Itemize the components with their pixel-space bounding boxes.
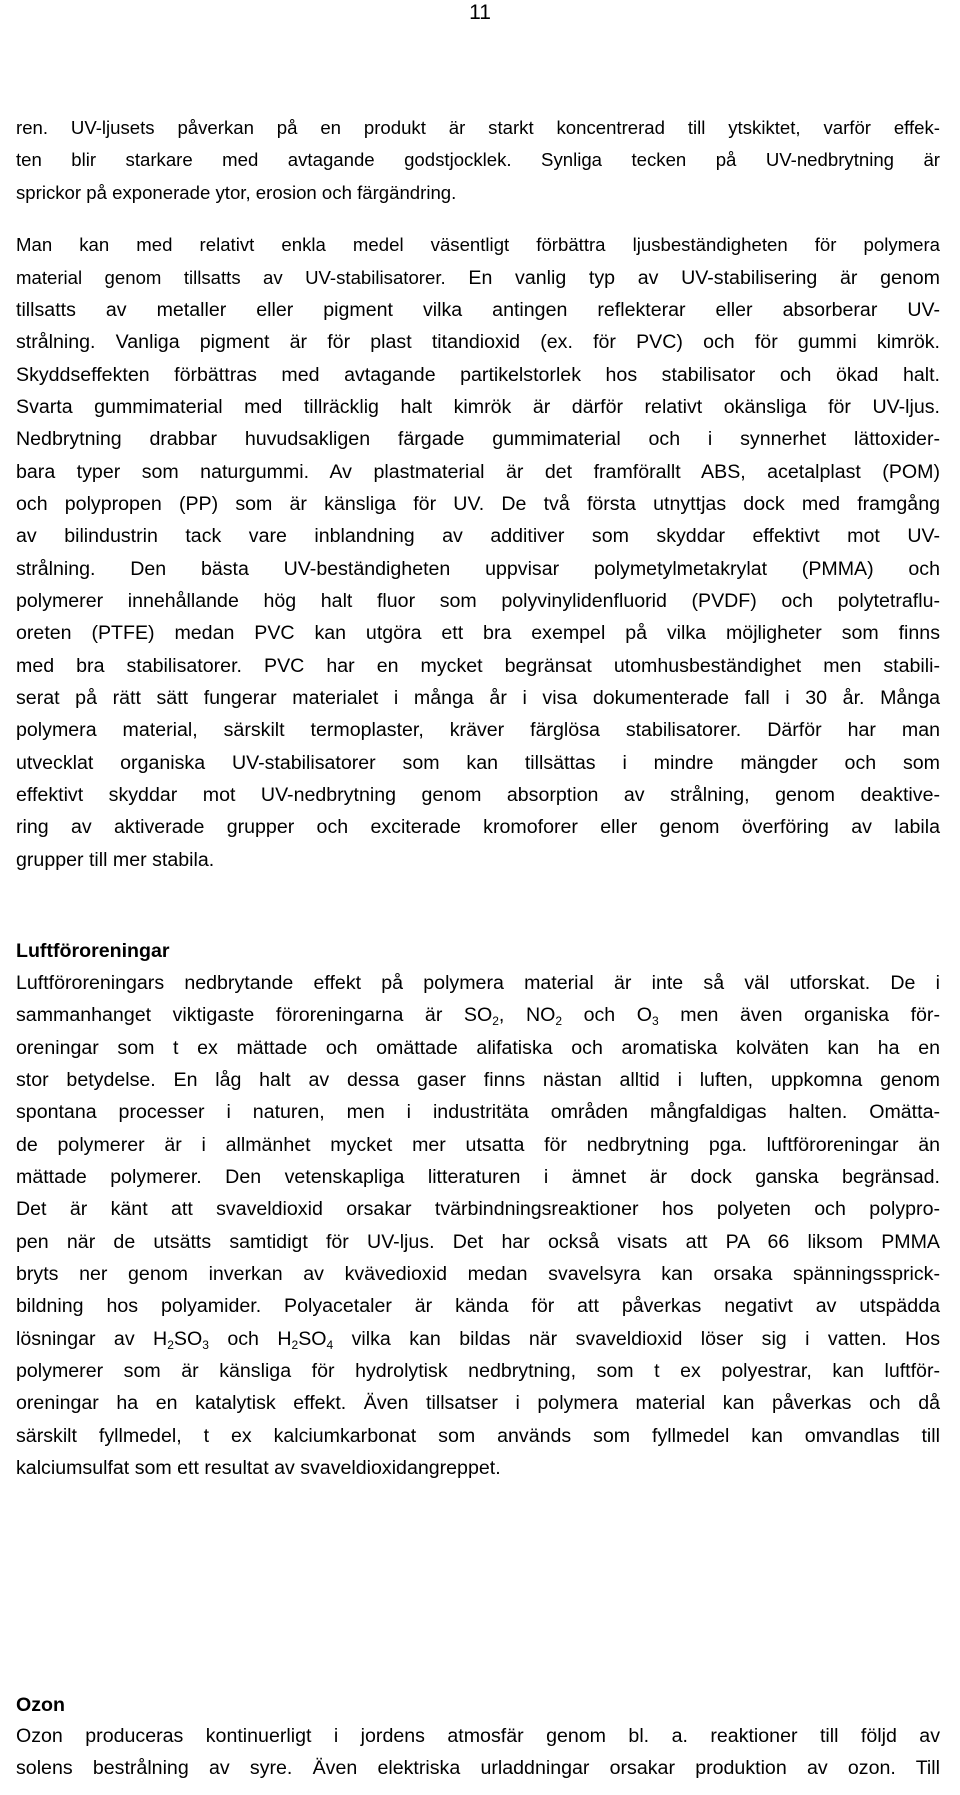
paragraph-ozon bbox=[16, 1720, 940, 1785]
text-line: spontana processer i naturen, men i industritäta områden mångfaldigas halten. Omätta- bbox=[16, 1101, 940, 1124]
text-segment: och H bbox=[208, 1327, 292, 1350]
text-line: pen när de utsätts samtidigt för UV-ljus. Det har också visats att PA 66 liksom PMMA bbox=[16, 1230, 940, 1253]
text-line: solens bestrålning av syre. Även elektriska urladdningar orsakar produktion av ozon. Till bbox=[16, 1757, 940, 1780]
text-line: effektivt skyddar mot UV-nedbrytning genom absorption av strålning, genom deaktive- bbox=[16, 784, 940, 806]
text-line: Ozon produceras kontinuerligt i jordens atmosfär genom bl. a. reaktioner till följd av bbox=[16, 1725, 940, 1747]
text-line: Skyddseffekten förbättras med avtagande partikelstorlek hos stabilisator och ökad halt. bbox=[16, 363, 940, 386]
text-line: ten blir starkare med avtagande godstjocklek. Synliga tecken på UV-nedbrytning är bbox=[16, 149, 940, 171]
subscript: 2 bbox=[167, 1337, 174, 1352]
subscript: 3 bbox=[202, 1337, 209, 1352]
text-line: bara typer som naturgummi. Av plastmaterial är det framförallt ABS, acetalplast (POM) bbox=[16, 460, 940, 483]
text-line: ren. UV-ljusets påverkan på en produkt är starkt koncentrerad till ytskiktet, varför effek- bbox=[16, 117, 940, 138]
text-line: Det är känt att svaveldioxid orsakar tvärbindningsreaktioner hos polyeten och polypro- bbox=[16, 1198, 940, 1221]
text-segment: och O bbox=[562, 1004, 653, 1027]
text-line: Man kan med relativt enkla medel väsentligt förbättra ljusbeständigheten för polymera bbox=[16, 234, 940, 255]
text-line: Svarta gummimaterial med tillräcklig halt kimrök är därför relativt okänsliga för UV-ljus. bbox=[16, 395, 940, 418]
text-line: stor betydelse. En låg halt av dessa gaser finns nästan alltid i luften, uppkomna genom bbox=[16, 1069, 940, 1092]
text-line bbox=[16, 1323, 940, 1355]
text-line: kalciumsulfat som ett resultat av svaveldioxidangreppet. bbox=[16, 1457, 501, 1480]
page-number: 11 bbox=[469, 1, 491, 24]
text-line: oreningar som t ex mättade och omättade alifatiska och aromatiska kolväten kan ha en bbox=[16, 1036, 940, 1059]
paragraph-uv-stabilization-cont bbox=[16, 262, 940, 877]
text-line: polymerer innehållande hög halt fluor som polyvinylidenfluorid (PVDF) och polytetraflu- bbox=[16, 589, 940, 612]
text-line: med bra stabilisatorer. PVC har en mycket begränsat utomhusbeständighet men stabili- bbox=[16, 654, 940, 677]
text-segment: En vanlig typ av UV-stabilisering är genom bbox=[468, 266, 940, 289]
text-line: mättade polymerer. Den vetenskapliga litteraturen i ämnet är dock ganska begränsad. bbox=[16, 1166, 940, 1189]
text-line: strålning. Vanliga pigment är för plast titandioxid (ex. för PVC) och för gummi kimrök. bbox=[16, 331, 940, 354]
section-heading-luftfororeningar: Luftföroreningar bbox=[16, 940, 170, 962]
subscript: 4 bbox=[326, 1337, 334, 1352]
text-line: de polymerer är i allmänhet mycket mer utsatta för nedbrytning pga. luftföroreningar än bbox=[16, 1133, 940, 1156]
text-line: av bilindustrin tack vare inblandning av additiver som skyddar effektivt mot UV- bbox=[16, 525, 940, 548]
text-line: bryts ner genom inverkan av kvävedioxid medan svavelsyra kan orsaka spänningssprick- bbox=[16, 1263, 940, 1286]
text-segment: vilka kan bildas när svaveldioxid löser sig i vatten. Hos bbox=[333, 1327, 940, 1350]
text-line: Nedbrytning drabbar huvudsakligen färgade gummimaterial och i synnerhet lättoxider- bbox=[16, 428, 940, 451]
text-segment: men även organiska för- bbox=[658, 1004, 940, 1027]
text-segment: lösningar av H bbox=[16, 1327, 168, 1350]
text-line bbox=[16, 999, 940, 1031]
text-line: Luftföroreningars nedbrytande effekt på polymera material är inte så väl utforskat. De i bbox=[16, 972, 940, 994]
text-line: polymerer som är känsliga för hydrolytisk nedbrytning, som t ex polyestrar, kan luftför- bbox=[16, 1360, 940, 1383]
text-line: oreten (PTFE) medan PVC kan utgöra ett bra exempel på vilka möjligheter som finns bbox=[16, 622, 940, 645]
subscript: 2 bbox=[492, 1014, 499, 1029]
paragraph-luftfororeningar bbox=[16, 967, 940, 1485]
paragraph-uv-intro bbox=[16, 112, 940, 209]
subscript: 3 bbox=[652, 1014, 659, 1029]
text-line: serat på rätt sätt fungerar materialet i många år i visa dokumenterade fall i 30 år. Många bbox=[16, 686, 940, 709]
text-line: ring av aktiverade grupper och exciterade kromoforer eller genom överföring av labila bbox=[16, 816, 940, 839]
text-line bbox=[16, 262, 940, 294]
section-heading-ozon: Ozon bbox=[16, 1694, 65, 1716]
text-line: strålning. Den bästa UV-beständigheten uppvisar polymetylmetakrylat (PMMA) och bbox=[16, 557, 940, 580]
text-segment: SO bbox=[298, 1327, 327, 1350]
text-line: sprickor på exponerade ytor, erosion och färgändring. bbox=[16, 181, 457, 203]
paragraph-uv-stabilization bbox=[16, 229, 940, 261]
text-segment: material genom tillsatts av UV-stabilisatorer. bbox=[16, 266, 446, 288]
text-segment: SO bbox=[173, 1327, 203, 1350]
subscript: 2 bbox=[291, 1337, 299, 1352]
text-line: tillsatts av metaller eller pigment vilka antingen reflekterar eller absorberar UV- bbox=[16, 298, 940, 321]
text-line: bildning hos polyamider. Polyacetaler är kända för att påverkas negativt av utspädda bbox=[16, 1295, 940, 1318]
text-line: polymera material, särskilt termoplaster, kräver färglösa stabilisatorer. Därför har man bbox=[16, 719, 940, 742]
text-segment: sammanhanget viktigaste föroreningarna är SO bbox=[16, 1004, 493, 1027]
text-line: och polypropen (PP) som är känsliga för UV. De två första utnyttjas dock med framgång bbox=[16, 492, 940, 515]
text-line: särskilt fyllmedel, t ex kalciumkarbonat som används som fyllmedel kan omvandlas till bbox=[16, 1424, 940, 1447]
text-segment: , NO bbox=[498, 1004, 556, 1027]
text-line: grupper till mer stabila. bbox=[16, 848, 215, 871]
text-line: oreningar ha en katalytisk effekt. Även tillsatser i polymera material kan påverkas och då bbox=[16, 1392, 940, 1415]
subscript: 2 bbox=[555, 1014, 563, 1029]
text-line: utvecklat organiska UV-stabilisatorer som kan tillsättas i mindre mängder och som bbox=[16, 751, 940, 774]
